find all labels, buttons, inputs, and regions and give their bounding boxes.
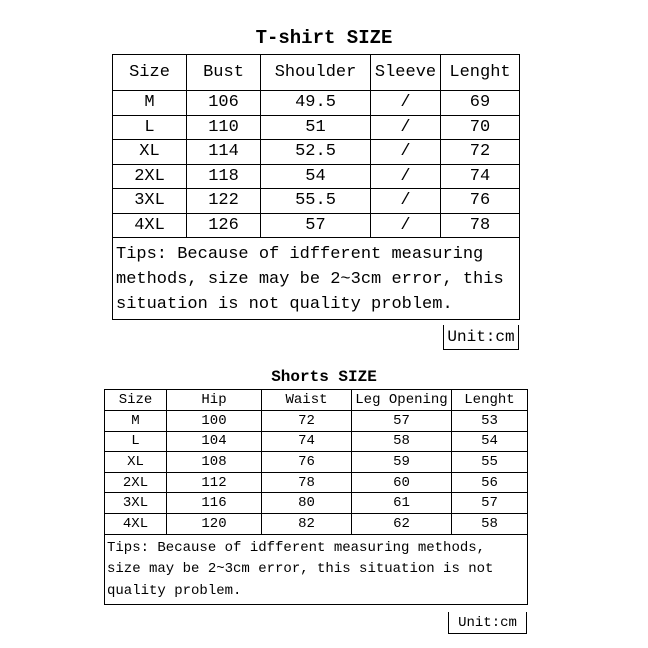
- unit-label: Unit:cm: [443, 325, 519, 350]
- table-cell: 100: [167, 411, 262, 432]
- table-cell: 70: [441, 115, 520, 140]
- column-header: Waist: [262, 390, 352, 411]
- table-cell: 74: [441, 164, 520, 189]
- table-cell: /: [371, 115, 441, 140]
- column-header: Size: [113, 55, 187, 91]
- table-row: [105, 452, 528, 473]
- column-header: Lenght: [452, 390, 528, 411]
- table-cell: 114: [187, 140, 261, 165]
- column-header: Shoulder: [261, 55, 371, 91]
- column-header: Size: [105, 390, 167, 411]
- table-cell: 72: [441, 140, 520, 165]
- table-cell: 112: [167, 472, 262, 493]
- table-cell: 57: [352, 411, 452, 432]
- table-row: [105, 431, 528, 452]
- table-cell: 4XL: [105, 513, 167, 534]
- table-cell: 108: [167, 452, 262, 473]
- table-row: [113, 164, 520, 189]
- table-cell: /: [371, 164, 441, 189]
- table-cell: /: [371, 189, 441, 214]
- shorts-size-title: Shorts SIZE: [271, 368, 377, 386]
- column-header: Leg Opening: [352, 390, 452, 411]
- table-cell: 78: [441, 213, 520, 238]
- table-cell: 126: [187, 213, 261, 238]
- column-header: Bust: [187, 55, 261, 91]
- table-header-row: [113, 55, 520, 91]
- table-cell: 80: [262, 493, 352, 514]
- table-cell: 58: [452, 513, 528, 534]
- table-cell: 53: [452, 411, 528, 432]
- table-cell: 52.5: [261, 140, 371, 165]
- table-row: [113, 115, 520, 140]
- table-row: [105, 513, 528, 534]
- table-cell: 54: [452, 431, 528, 452]
- table-cell: L: [105, 431, 167, 452]
- table-row: [113, 189, 520, 214]
- tshirt-size-title: T-shirt SIZE: [255, 27, 393, 49]
- table-cell: 106: [187, 91, 261, 116]
- table-cell: XL: [113, 140, 187, 165]
- table-cell: 104: [167, 431, 262, 452]
- table-cell: 51: [261, 115, 371, 140]
- measurement-tips: Tips: Because of idfferent measuring methods, size may be 2~3cm error, this situation is not quality problem.: [105, 534, 528, 605]
- table-cell: 76: [262, 452, 352, 473]
- tips-row: [113, 238, 520, 320]
- table-cell: 69: [441, 91, 520, 116]
- column-header: Sleeve: [371, 55, 441, 91]
- table-cell: 62: [352, 513, 452, 534]
- table-cell: 57: [261, 213, 371, 238]
- table-cell: 76: [441, 189, 520, 214]
- table-cell: M: [105, 411, 167, 432]
- table-cell: 120: [167, 513, 262, 534]
- tips-row: [105, 534, 528, 605]
- table-cell: 74: [262, 431, 352, 452]
- table-row: [105, 472, 528, 493]
- table-cell: 60: [352, 472, 452, 493]
- table-cell: /: [371, 213, 441, 238]
- table-row: [113, 140, 520, 165]
- table-cell: 55: [452, 452, 528, 473]
- table-cell: 110: [187, 115, 261, 140]
- measurement-tips: Tips: Because of idfferent measuring methods, size may be 2~3cm error, this situation is not quality problem.: [113, 238, 520, 320]
- unit-label: Unit:cm: [448, 612, 527, 634]
- table-cell: 61: [352, 493, 452, 514]
- table-cell: 78: [262, 472, 352, 493]
- table-cell: 4XL: [113, 213, 187, 238]
- table-cell: 3XL: [105, 493, 167, 514]
- table-row: [105, 493, 528, 514]
- column-header: Hip: [167, 390, 262, 411]
- table-cell: 122: [187, 189, 261, 214]
- table-cell: 2XL: [113, 164, 187, 189]
- shorts-size-table: [104, 389, 528, 605]
- table-cell: 57: [452, 493, 528, 514]
- table-row: [113, 213, 520, 238]
- table-cell: 2XL: [105, 472, 167, 493]
- table-cell: 72: [262, 411, 352, 432]
- table-cell: 116: [167, 493, 262, 514]
- table-cell: L: [113, 115, 187, 140]
- table-cell: 54: [261, 164, 371, 189]
- table-cell: 55.5: [261, 189, 371, 214]
- table-cell: 82: [262, 513, 352, 534]
- table-cell: XL: [105, 452, 167, 473]
- table-row: [105, 411, 528, 432]
- table-cell: 58: [352, 431, 452, 452]
- table-cell: 118: [187, 164, 261, 189]
- table-cell: 3XL: [113, 189, 187, 214]
- table-cell: 59: [352, 452, 452, 473]
- table-cell: 49.5: [261, 91, 371, 116]
- table-row: [113, 91, 520, 116]
- table-cell: /: [371, 140, 441, 165]
- table-cell: M: [113, 91, 187, 116]
- table-cell: 56: [452, 472, 528, 493]
- column-header: Lenght: [441, 55, 520, 91]
- table-header-row: [105, 390, 528, 411]
- table-cell: /: [371, 91, 441, 116]
- tshirt-size-table: [112, 54, 520, 320]
